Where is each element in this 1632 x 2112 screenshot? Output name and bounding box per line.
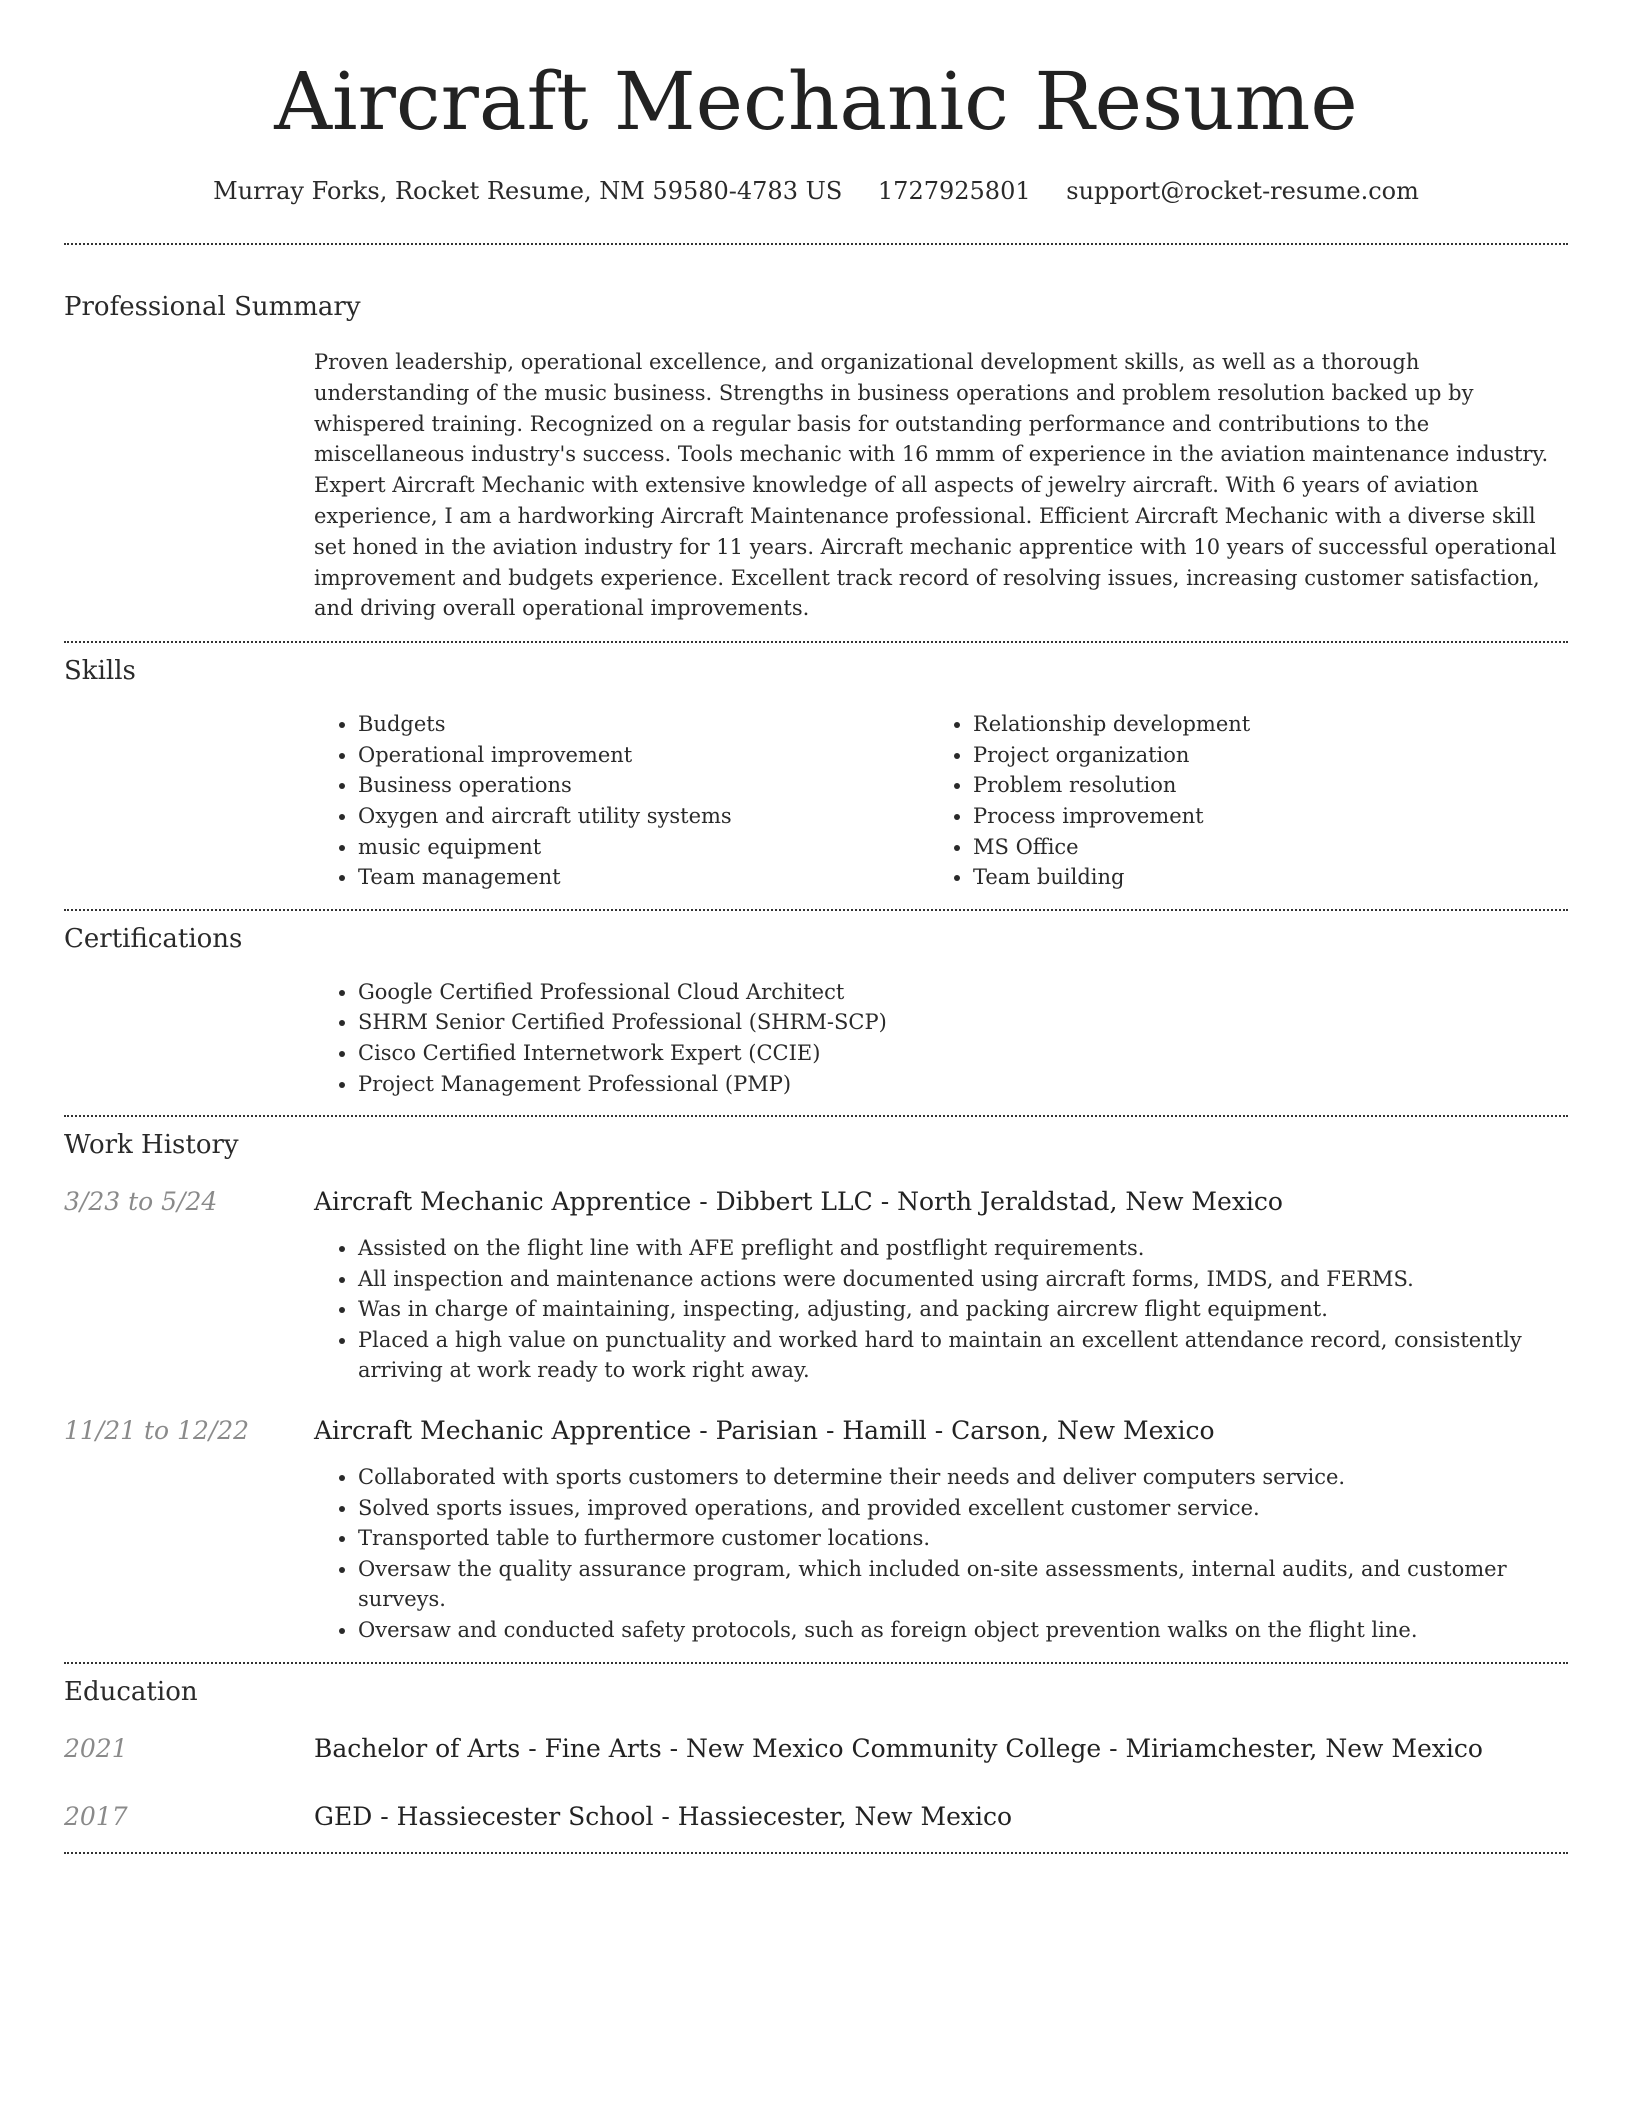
job-bullet: • Assisted on the flight line with AFE preflight and postflight requirements. (358, 1233, 1568, 1264)
summary-text: Proven leadership, operational excellence, and organizational development skills, as well as a thorough understanding of the music business. Strengths in business operations and problem resolution backed up by whispered training. Recognized on a regular basis for outstanding performance and contributions to the miscellaneous industry's success. Tools mechanic with 16 mmm of experience in the aviation maintenance industry. Expert Aircraft Mechanic with extensive knowledge of all aspects of jewelry aircraft. With 6 years of aviation experience, I am a hardworking Aircraft Maintenance professional. Efficient Aircraft Mechanic with a diverse skill set honed in the aviation industry for 11 years. Aircraft mechanic apprentice with 10 years of successful operational improvement and budgets experience. Excellent track record of resolving issues, increasing customer satisfaction, and driving overall operational improvements. (314, 350, 1557, 621)
education-heading: Education (64, 1676, 198, 1707)
job-bullets-block (314, 1233, 1568, 1386)
job-dates: 3/23 to 5/24 (64, 1187, 218, 1217)
certifications-heading: Certifications (64, 923, 243, 954)
work-heading: Work History (64, 1130, 239, 1161)
contact-line (64, 174, 1568, 208)
resume-page (64, 0, 1568, 1854)
job-bullet: • Was in charge of maintaining, inspecting, adjusting, and packing aircrew flight equipment. (358, 1294, 1568, 1325)
divider (64, 1115, 1568, 1117)
skill-item: • Problem resolution (973, 770, 1544, 801)
job-header (64, 1185, 1568, 1219)
job-bullets-block (314, 1462, 1568, 1646)
skills-columns (314, 709, 1568, 893)
skills-column-left (314, 709, 929, 893)
job-bullets (314, 1233, 1568, 1386)
education-entries (64, 1732, 1568, 1834)
divider (64, 243, 1568, 245)
education-year: 2021 (64, 1733, 128, 1763)
skill-item: • music equipment (358, 832, 929, 863)
job-title: Aircraft Mechanic Apprentice - Parisian - Hamill - Carson, New Mexico (314, 1416, 1215, 1446)
job-bullet: • Collaborated with sports customers to determine their needs and deliver computers service. (358, 1462, 1568, 1493)
certification-item: • SHRM Senior Certified Professional (SHRM-SCP) (358, 1007, 1568, 1038)
work-entries (64, 1185, 1568, 1646)
certification-item: • Project Management Professional (PMP) (358, 1069, 1568, 1100)
contact-email: support@rocket-resume.com (1066, 177, 1419, 205)
skill-item: • MS Office (973, 832, 1544, 863)
job-dates: 11/21 to 12/22 (64, 1416, 250, 1446)
job-bullet: • Oversaw and conducted safety protocols, such as foreign object prevention walks on the flight line. (358, 1615, 1568, 1646)
divider (64, 909, 1568, 911)
skill-item: • Relationship development (973, 709, 1544, 740)
job-bullet: • Placed a high value on punctuality and worked hard to maintain an excellent attendance record, consistently arriving at work ready to work right away. (358, 1325, 1568, 1386)
job-entry (64, 1414, 1568, 1646)
skill-item: • Budgets (358, 709, 929, 740)
job-header (64, 1414, 1568, 1448)
education-entry (64, 1800, 1568, 1834)
certification-item: • Google Certified Professional Cloud Architect (358, 977, 1568, 1008)
certifications-list (314, 977, 1568, 1099)
education-degree: Bachelor of Arts - Fine Arts - New Mexico Community College - Miriamchester, New Mexico (314, 1733, 1483, 1763)
skill-item: • Process improvement (973, 801, 1544, 832)
skill-item: • Oxygen and aircraft utility systems (358, 801, 929, 832)
education-degree: GED - Hassiecester School - Hassiecester, New Mexico (314, 1801, 1013, 1831)
education-year: 2017 (64, 1801, 128, 1831)
job-entry (64, 1185, 1568, 1386)
skills-column-right (929, 709, 1544, 893)
education-entry (64, 1732, 1568, 1766)
job-bullet: • All inspection and maintenance actions were documented using aircraft forms, IMDS, and FERMS. (358, 1264, 1568, 1295)
contact-phone: 1727925801 (877, 177, 1031, 205)
resume-title: Aircraft Mechanic Resume (274, 55, 1358, 148)
job-bullet: • Transported table to furthermore customer locations. (358, 1523, 1568, 1554)
skills-list-left (314, 709, 929, 893)
certification-item: • Cisco Certified Internetwork Expert (CCIE) (358, 1038, 1568, 1069)
contact-address: Murray Forks, Rocket Resume, NM 59580-4783 US (213, 177, 843, 205)
skills-list-right (929, 709, 1544, 893)
job-bullet: • Oversaw the quality assurance program, which included on-site assessments, internal audits, and customer surveys. (358, 1554, 1568, 1615)
divider (64, 1852, 1568, 1854)
skill-item: • Team building (973, 862, 1544, 893)
summary-heading: Professional Summary (64, 292, 361, 322)
divider (64, 1662, 1568, 1664)
job-title: Aircraft Mechanic Apprentice - Dibbert LLC - North Jeraldstad, New Mexico (314, 1187, 1283, 1217)
job-bullets (314, 1462, 1568, 1646)
skill-item: • Operational improvement (358, 740, 929, 771)
certifications-block (314, 977, 1568, 1099)
skill-item: • Team management (358, 862, 929, 893)
skill-item: • Business operations (358, 770, 929, 801)
divider (64, 641, 1568, 643)
skill-item: • Project organization (973, 740, 1544, 771)
skills-heading: Skills (64, 656, 136, 687)
job-bullet: • Solved sports issues, improved operations, and provided excellent customer service. (358, 1493, 1568, 1524)
